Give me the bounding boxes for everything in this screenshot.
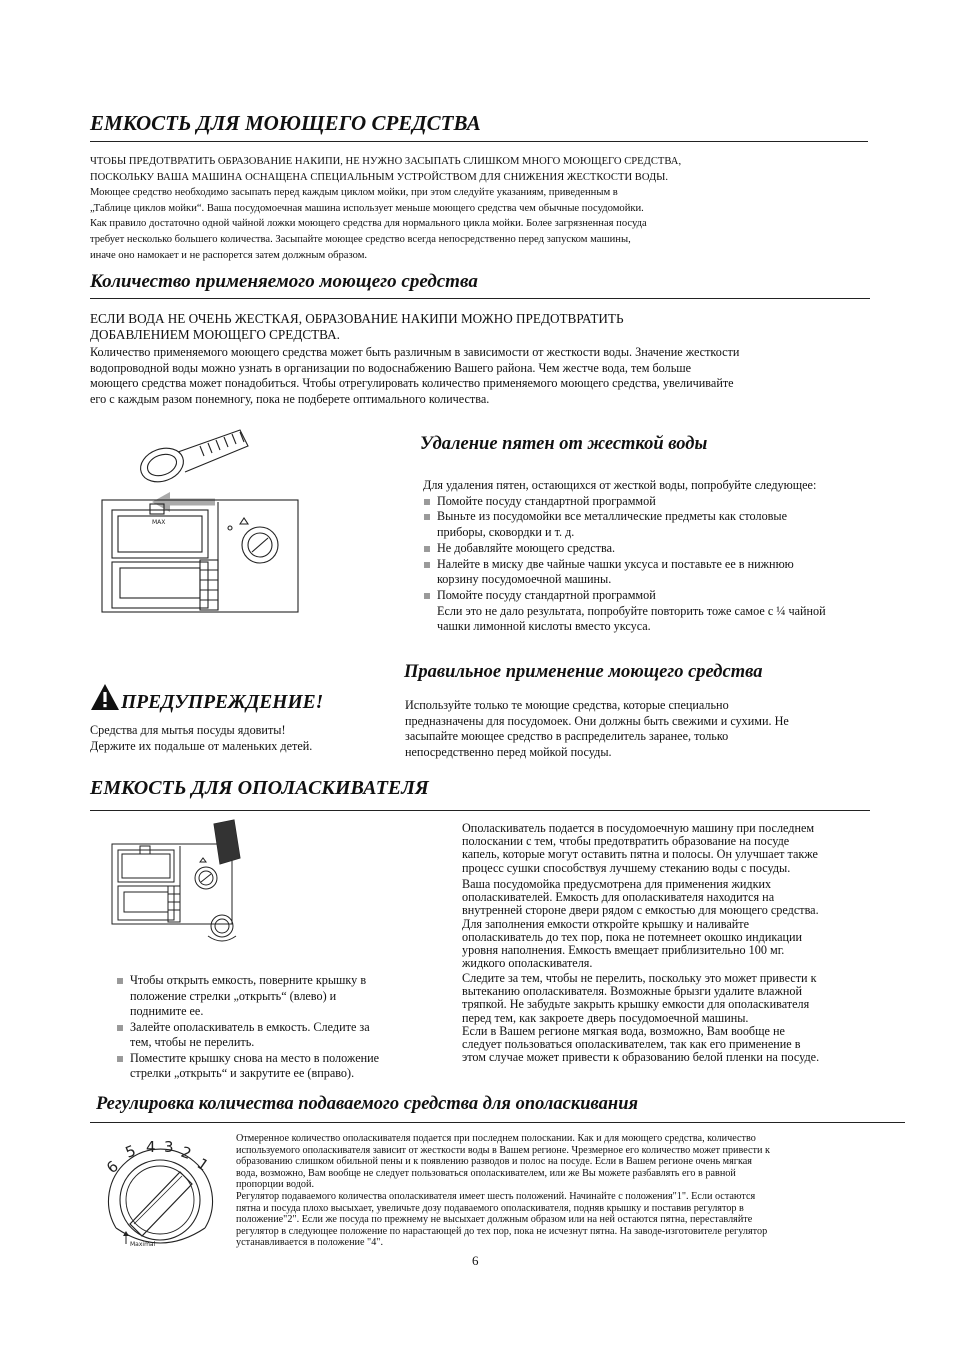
text-line: тряпкой. Не забудьте закрыть крышку емкости для ополаскивателя xyxy=(462,997,810,1012)
list-item: Помойте посуду стандартной программой xyxy=(423,494,826,510)
rule xyxy=(90,141,868,142)
text-line: Следите за тем, чтобы не перелить, поскольку это может привести к xyxy=(462,971,817,985)
bullet-icon xyxy=(424,562,430,568)
bullet-icon xyxy=(117,1056,123,1062)
detergent-dispenser-figure xyxy=(90,420,390,620)
text-line: внутренней стороне двери рядом с емкостью для моющего средства. xyxy=(462,903,819,918)
text-line: Если в Вашем регионе мягкая вода, возможно, Вам вообще не xyxy=(462,1023,785,1038)
warning-text xyxy=(90,723,312,754)
title-rinse: ЕМКОСТЬ ДЛЯ ОПОЛАСКИВАТЕЛЯ xyxy=(90,777,429,799)
text-line: следует пользоваться ополаскивателем, так как его применение в xyxy=(462,1037,801,1052)
rule xyxy=(90,810,870,811)
text-line: перед тем, как закроете дверь посудомоечной машины. xyxy=(462,1010,749,1025)
stains-block xyxy=(423,478,826,635)
list-item-cont: чашки лимонной кислоты вместо уксуса. xyxy=(437,619,651,634)
dial-number-1: 1 xyxy=(193,1154,212,1175)
text-line: его с каждым разом понемногу, пока не подберете оптимального количества. xyxy=(90,392,490,407)
rule xyxy=(90,298,870,299)
text-line: Моющее средство необходимо засыпать перед каждым циклом мойки, при этом следуйте указаниям, приведенным в xyxy=(90,187,618,199)
bullet-icon xyxy=(117,978,123,984)
title-regulator: Регулировка количества подаваемого средства для ополаскивания xyxy=(96,1094,639,1114)
list-item: Налейте в миску две чайные чашки уксуса и поставьте ее в нижнюю xyxy=(423,557,826,573)
warning-triangle-icon xyxy=(90,683,120,711)
text-line: требует несколько большего количества. Засыпайте моющее средство всегда непосредственно перед запуском машины, xyxy=(90,233,631,245)
text-line: пропорции водой. xyxy=(236,1179,314,1191)
text-line: этом случае может привести к образованию белой пленки на посуде. xyxy=(462,1050,820,1065)
text-line: Количество применяемого моющего средства может быть различным в зависимости от жесткости воды. Значение жесткости xyxy=(90,345,740,359)
text-line: ДОБАВЛЕНИЕМ МОЮЩЕГО СРЕДСТВА. xyxy=(90,326,340,342)
text-line: уровня наполнения. Емкость вмещает приблизительно 100 мг. xyxy=(462,943,785,958)
text-line: водопроводной воды можно узнать в организации по водоснабжению Вашего района. Чем жестче вода, тем больше xyxy=(90,360,692,375)
text-line: вода, возможно, Вам вообще не следует пользоваться ополаскивателем, или же Вы можете разбавлять его в равной xyxy=(236,1167,736,1179)
text-line: засыпайте моющее средство в распределитель заранее, только xyxy=(405,729,729,744)
text-line: регулятор в следующее положение по нарастающей до тех пор, пока не исчезнут пятна. На заводе-изготовителе регулятор xyxy=(236,1225,768,1237)
text-line: вытеканию ополаскивателя. Возможные брызги удалите влажной xyxy=(462,984,803,999)
title-proper: Правильное применение моющего средства xyxy=(404,662,763,682)
text-line: ополаскиватель до тех пор, пока не потемнеет окошко индикации xyxy=(462,929,803,944)
list-item: Выньте из посудомойки все металлические предметы как столовые xyxy=(423,509,826,525)
amount-text xyxy=(90,345,739,408)
text-line: ПОСКОЛЬКУ ВАША МАШИНА ОСНАЩЕНА СПЕЦИАЛЬНЫМ УСТРОЙСТВОМ ДЛЯ СНИЖЕНИЯ ЖЕСТКОСТИ ВОДЫ. xyxy=(90,171,669,183)
text-line: непосредственно перед мойкой посуды. xyxy=(405,745,612,760)
list-item-cont: Если это не дало результата, попробуйте повторить тоже самое с ¼ чайной xyxy=(437,603,826,618)
text-line: Средства для мытья посуды ядовиты! xyxy=(90,723,286,737)
bullet-icon xyxy=(117,1025,123,1031)
text-line: Для заполнения емкости откройте крышку и наливайте xyxy=(462,916,750,931)
list-item-cont: стрелки „открыть“ и закрутите ее (вправо). xyxy=(130,1066,355,1080)
text-line: процесс сушки способствуя лучшему стеканию воды с посуды. xyxy=(462,860,791,875)
bullet-icon xyxy=(424,514,430,520)
title-detergent: ЕМКОСТЬ ДЛЯ МОЮЩЕГО СРЕДСТВА xyxy=(90,111,481,135)
bullet-icon xyxy=(424,593,430,599)
text-line: устанавливается в положение "4". xyxy=(236,1237,383,1249)
list-item: Чтобы открыть емкость, поверните крышку в xyxy=(116,973,379,989)
rinse-dispenser-figure xyxy=(110,818,250,948)
list-item: Не добавляйте моющего средства. xyxy=(423,541,826,557)
text-line: моющего средства может понадобиться. Чтобы отрегулировать количество применяемого моющего средства, увеличивайте xyxy=(90,376,734,391)
text-line: Держите их подальше от маленьких детей. xyxy=(90,738,313,753)
rinse-para-2 xyxy=(462,878,819,970)
text-line: ЧТОБЫ ПРЕДОТВРАТИТЬ ОБРАЗОВАНИЕ НАКИПИ, НЕ НУЖНО ЗАСЫПАТЬ СЛИШКОМ МНОГО МОЮЩЕГО СРЕДСТВА, xyxy=(90,156,682,167)
text-line: Регулятор подаваемого количества ополаскивателя имеет шесть положений. Начинайте с положения"1". Если остаются xyxy=(236,1190,756,1202)
dial-number-6: 6 xyxy=(103,1157,122,1178)
amount-caps xyxy=(90,311,624,342)
list-item-cont: корзину посудомоечной машины. xyxy=(437,572,612,587)
text-line: иначе оно намокает и не распорется затем должным образом. xyxy=(90,249,368,261)
text-line: Ополаскиватель подается в посудомоечную машину при последнем xyxy=(462,821,815,835)
dial-number-5: 5 xyxy=(122,1141,139,1162)
regulator-text xyxy=(236,1133,770,1249)
text-line: Отмеренное количество ополаскивателя подается при последнем полоскании. Как и для моющего средства, количество xyxy=(236,1133,756,1144)
text-line: используемого ополаскивателя зависит от жесткости воды в Вашем регионе. Чрезмерное его количество может привести к xyxy=(236,1144,770,1156)
list-item: Помойте посуду стандартной программой xyxy=(423,588,826,604)
text-line: пятна и посуда плохо высыхает, увеличьте дозу подаваемого ополаскивателя, подняв крышку и поставив регулятор в xyxy=(236,1202,744,1214)
bullet-icon xyxy=(424,499,430,505)
proper-text xyxy=(405,698,789,761)
page-number: 6 xyxy=(472,1253,479,1268)
text-line: жидкого ополаскивателя. xyxy=(462,956,593,971)
title-amount: Количество применяемого моющего средства xyxy=(90,271,478,292)
list-item: Залейте ополаскиватель в емкость. Следите за xyxy=(116,1020,379,1036)
list-item-cont: положение стрелки „открыть“ (влево) и xyxy=(130,988,337,1003)
text-line: Ваша посудомойка предусмотрена для применения жидких xyxy=(462,877,772,891)
text-line: предназначены для посудомоек. Они должны быть свежими и сухими. Не xyxy=(405,713,789,728)
max-mark: MAX xyxy=(152,519,166,526)
dial-number-2: 2 xyxy=(178,1142,194,1164)
list-item-cont: приборы, сковордки и т. д. xyxy=(437,525,575,540)
stains-intro: Для удаления пятен, остающихся от жесткой воды, попробуйте следующее: xyxy=(423,478,817,492)
text-line: положение"2". Если же посуда по прежнему не высыхает должным образом или на ней остаются пятна, переставляйте xyxy=(236,1214,753,1226)
detergent-text xyxy=(90,154,681,263)
bullet-icon xyxy=(424,546,430,552)
text-line: ЕСЛИ ВОДА НЕ ОЧЕНЬ ЖЕСТКАЯ, ОБРАЗОВАНИЕ НАКИПИ МОЖНО ПРЕДОТВРАТИТЬ xyxy=(90,311,624,326)
dial-maximal-label: Maximal xyxy=(130,1241,156,1248)
text-line: Используйте только те моющие средства, которые специально xyxy=(405,698,729,712)
list-item: Поместите крышку снова на место в положение xyxy=(116,1051,379,1067)
text-line: полоскании с тем, чтобы предотвратить образование на посуде xyxy=(462,834,790,849)
rinse-para-3 xyxy=(462,972,819,1064)
regulator-dial-figure xyxy=(98,1132,223,1257)
text-line: Как правило достаточно одной чайной ложки моющего средства для нормального цикла мойки. Более загрязненная посуда xyxy=(90,218,647,230)
list-item-cont: поднимите ее. xyxy=(130,1004,204,1018)
dial-number-3: 3 xyxy=(164,1138,174,1156)
warning-title: ПРЕДУПРЕЖДЕНИЕ! xyxy=(121,692,324,713)
rinse-bullets xyxy=(116,973,379,1082)
list-item-cont: тем, чтобы не перелить. xyxy=(130,1035,255,1049)
rinse-para-1 xyxy=(462,822,818,875)
rule xyxy=(90,1122,905,1123)
text-line: капель, которые могут оставить пятна и полосы. Он улучшает также xyxy=(462,847,818,862)
title-stains: Удаление пятен от жесткой воды xyxy=(420,434,708,454)
dial-number-4: 4 xyxy=(146,1138,156,1156)
text-line: образованию слишком обильной пены и к появлению разводов и полос на посуде. Если в Вашем регионе очень мягкая xyxy=(236,1156,752,1168)
text-line: ополаскивателей. Емкость для ополаскивателя находится на xyxy=(462,890,775,905)
text-line: „Таблице циклов мойки“. Ваша посудомоечная машина использует меньше моющего средства чем обычные посудомойки. xyxy=(90,202,644,214)
